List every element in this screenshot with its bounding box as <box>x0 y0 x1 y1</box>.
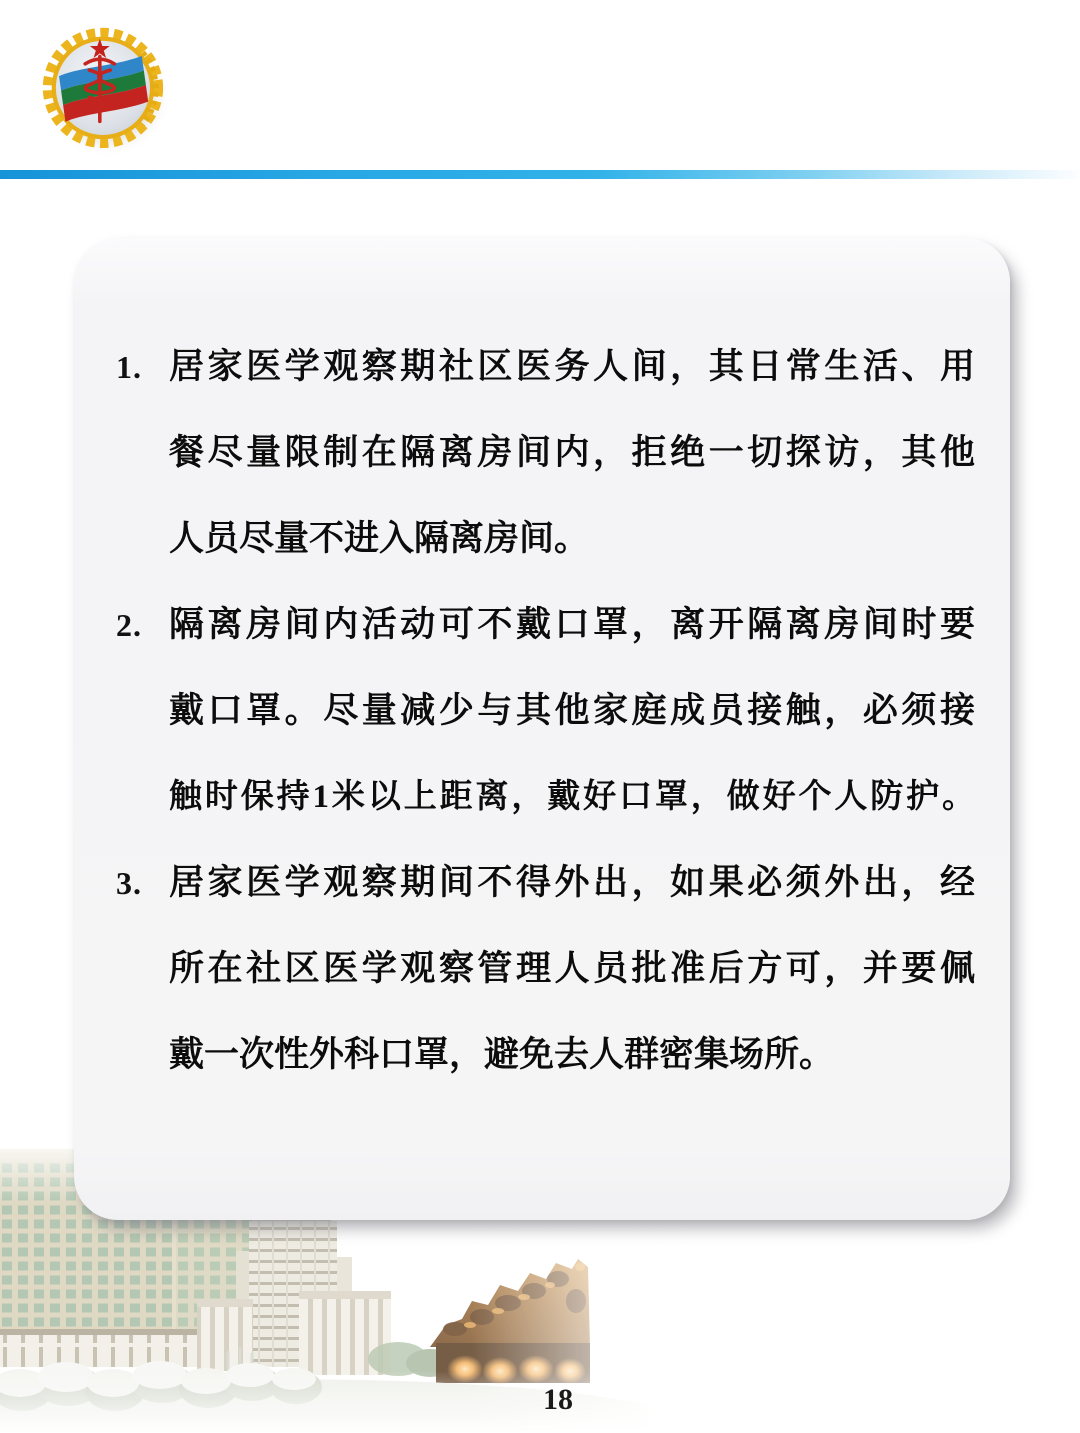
list-item-3-text <box>169 840 975 1098</box>
page-number: 18 <box>543 1383 573 1416</box>
list-item-3 <box>116 840 975 1098</box>
list-item-1-text <box>169 324 975 582</box>
list-item-3-number: 3. <box>116 865 142 901</box>
list-item-2-number: 2. <box>116 607 142 643</box>
text-line: 居家医学观察期社区医务人间，其日常生活、用 <box>169 347 975 386</box>
list-item-2 <box>116 582 975 840</box>
text-line: 戴口罩。尽量减少与其他家庭成员接触，必须接 <box>169 691 975 730</box>
text-line: 餐尽量限制在隔离房间内，拒绝一切探访，其他 <box>169 433 975 472</box>
text-line: 隔离房间内活动可不戴口罩，离开隔离房间时要 <box>169 605 975 644</box>
list-item-1-number: 1. <box>116 349 142 385</box>
text-line: 戴一次性外科口罩，避免去人群密集场所。 <box>169 1035 835 1074</box>
header-divider-line <box>0 170 1080 179</box>
text-line: 触时保持1米以上距离，戴好口罩，做好个人防护。 <box>169 779 975 815</box>
text-line: 居家医学观察期间不得外出，如果必须外出，经 <box>169 863 975 902</box>
content-card <box>74 238 1010 1220</box>
health-commission-emblem-logo <box>36 22 172 158</box>
emblem-icon <box>36 22 172 158</box>
list-item-1 <box>116 324 975 582</box>
text-line: 人员尽量不进入隔离房间。 <box>169 519 590 558</box>
text-line: 所在社区医学观察管理人员批准后方可，并要佩 <box>169 949 975 988</box>
list-item-2-text <box>169 582 975 840</box>
